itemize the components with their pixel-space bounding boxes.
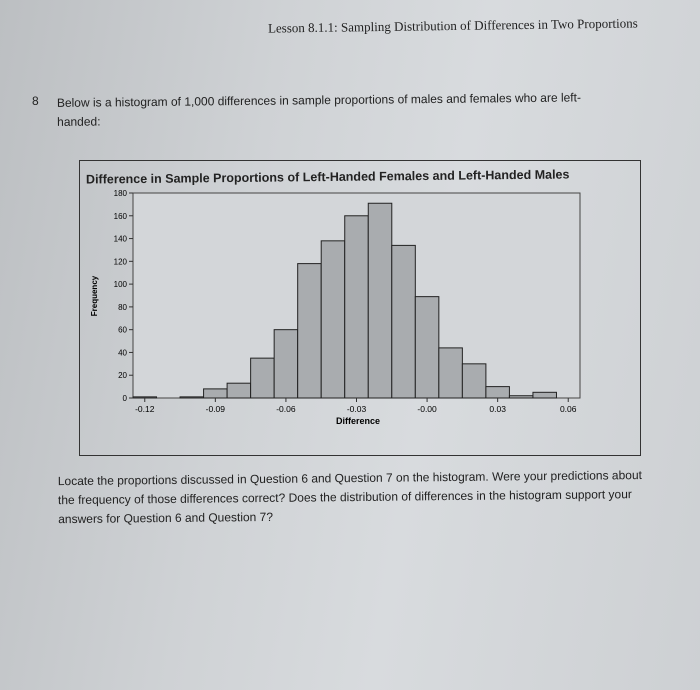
histogram-bar <box>227 383 251 398</box>
y-tick-label: 40 <box>118 348 127 358</box>
question-number: 8 <box>32 94 39 108</box>
lesson-header: Lesson 8.1.1: Sampling Distribution of Differences in Two Proportions <box>267 15 638 36</box>
histogram-bar <box>462 364 486 398</box>
histogram-bar <box>251 358 275 398</box>
histogram-bar <box>345 216 369 398</box>
followup-question: Locate the proportions discussed in Question 6 and Question 7 on the histogram. Were your predictions about the frequency of those differences correct? Does the distribution of differences in the histogram support your answers for Question 6 and Question 7? <box>57 468 642 527</box>
y-tick-label: 100 <box>113 280 127 290</box>
x-tick-label: 0.06 <box>559 404 577 414</box>
histogram-bar <box>439 348 463 398</box>
y-tick-label: 0 <box>122 394 127 403</box>
x-tick-label: -0.06 <box>276 404 296 414</box>
x-tick-label: -0.12 <box>135 404 155 414</box>
chart-title: Difference in Sample Proportions of Left-Handed Females and Left-Handed Males <box>85 167 570 187</box>
histogram-bar <box>274 330 298 398</box>
y-tick-label: 80 <box>118 302 127 312</box>
x-tick-label: -0.03 <box>346 404 367 414</box>
histogram-bar <box>392 245 416 398</box>
y-tick-label: 140 <box>113 234 127 244</box>
x-tick-label: -0.00 <box>417 404 437 414</box>
y-tick-label: 180 <box>113 189 127 198</box>
x-tick-label: 0.03 <box>489 404 506 414</box>
histogram-bar <box>133 397 157 398</box>
y-tick-label: 160 <box>113 211 127 221</box>
histogram-bar <box>321 241 345 398</box>
histogram-bar <box>180 397 204 398</box>
y-tick-label: 60 <box>118 325 127 335</box>
x-tick-label: -0.09 <box>205 404 226 414</box>
y-axis-label: Frequency <box>90 275 99 317</box>
y-tick-label: 120 <box>113 257 127 267</box>
histogram-bar <box>486 387 510 398</box>
histogram-bar <box>533 392 557 398</box>
x-axis-label: Difference <box>335 416 381 426</box>
histogram-bar <box>415 297 439 398</box>
question-text: Below is a histogram of 1,000 differences in sample proportions of males and females who are left-handed: <box>56 90 582 129</box>
histogram-bar <box>204 389 228 398</box>
histogram-bar <box>368 203 392 398</box>
histogram-bar <box>298 264 322 398</box>
y-tick-label: 20 <box>118 371 127 381</box>
histogram-bar <box>509 396 533 398</box>
